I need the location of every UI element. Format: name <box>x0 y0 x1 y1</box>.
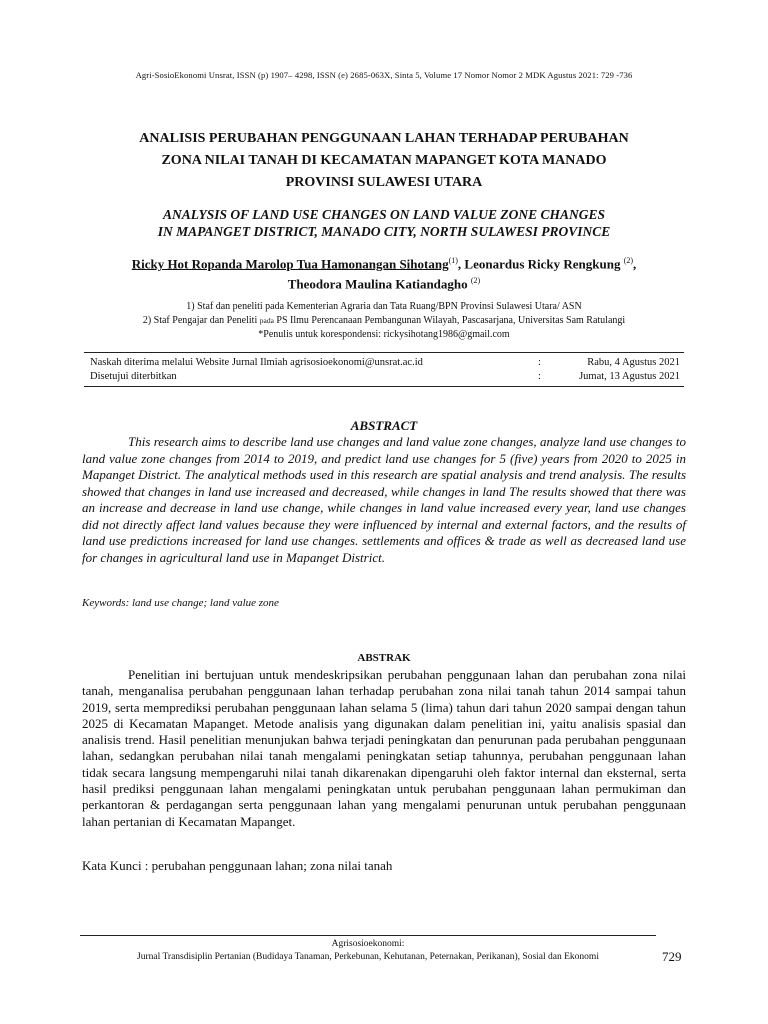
date-value: Rabu, 4 Agustus 2021 <box>587 357 680 368</box>
abstrak-body: Penelitian ini bertujuan untuk mendeskripsikan perubahan penggunaan lahan dan perubahan zona nilai tanah, menganalisa perubahan penggunaan lahan terhadap perubahan zona nilai tanah tahun 2014 sampai tahun 2019, serta memprediksi perubahan penggunaan lahan selama 5 (lima) tahun dari tahun 2020 sampai dengan tahun 2025 di Kecamatan Mapanget. Metode analisis yang digunakan dalam penelitian ini, yaitu analisis spasial dan analisis trend. Hasil penelitian menunjukan bahwa terjadi peningkatan dan penurunan pada perubahan penggunaan lahan, sedangkan perubahan nilai tanah mengalami peningkatan setiap tahunnya, perubahan penggunaan lahan tidak secara langsung mempengaruhi nilai tanah dikarenakan dipengaruhi oleh faktor internal dan eksternal, serta hasil prediksi penggunaan lahan mengalami peningkatan untuk perubahan penggunaan lahan permukiman dan perkantoran & perdagangan serta penggunaan lahan yang mengalami penurunan untuk perubahan penggunaan lahan pertanian di Kecamatan Mapanget. <box>82 667 686 829</box>
abstract-body: This research aims to describe land use changes and land value zone changes, analyze land use changes to land value zone changes from 2014 to 2019, and predict land use changes for 5 (five) years from 2020 to 2025 in Mapanget District. The analytical methods used in this research are spatial analysis and trend analysis. The results showed that changes in land use increased and decreased, while changes in land The results showed that there was an increase and decrease in land use change, while changes in land value increased every year, land use changes did not directly affect land values because they were influenced by internal and external factors, and the results of land use predictions increased for land use changes. settlements and offices & trade as well as decreased land use for changes in agricultural land use in Mapanget District. <box>82 434 686 565</box>
author-line-1 <box>80 252 688 272</box>
author-2-affil: (2) <box>623 256 634 265</box>
author-1-affil: (1) <box>448 256 458 265</box>
footer-journal-subtitle: Jurnal Transdisiplin Pertanian (Budidaya Tanaman, Perkebunan, Kehutanan, Peternakan, Perikanan), Sosial dan Ekonomi <box>137 952 599 962</box>
page-number: 729 <box>662 949 682 964</box>
date-row-received <box>84 356 684 370</box>
title-english <box>90 206 678 240</box>
title-en-line-1: ANALYSIS OF LAND USE CHANGES ON LAND VALUE ZONE CHANGES <box>163 207 605 222</box>
title-id-line-3: PROVINSI SULAWESI UTARA <box>285 175 483 190</box>
date-colon: : <box>538 357 541 368</box>
date-label: Naskah diterima melalui Website Jurnal Ilmiah agrisosioekonomi@unsrat.ac.id <box>90 357 423 368</box>
date-label: Disetujui diterbitkan <box>90 371 177 382</box>
abstract-heading: ABSTRACT <box>350 418 418 433</box>
title-indonesian <box>90 128 678 194</box>
keywords: Keywords: land use change; land value zone <box>82 597 279 609</box>
affiliation-1: 1) Staf dan peneliti pada Kementerian Agraria dan Tata Ruang/BPN Provinsi Sulawesi Utara/ ASN <box>186 301 582 312</box>
affiliation-2 <box>70 314 698 328</box>
corresponding-author: *Penulis untuk korespondensi: rickysihotang1986@gmail.com <box>258 329 510 340</box>
author-line-2 <box>80 272 688 292</box>
kata-kunci: Kata Kunci : perubahan penggunaan lahan; zona nilai tanah <box>82 858 393 873</box>
affiliation-2-small: pada <box>259 316 274 325</box>
author-list <box>80 252 688 293</box>
author-2: , Leonardus Ricky Rengkung <box>457 256 624 272</box>
author-1: Ricky Hot Ropanda Marolop Tua Hamonangan Sihotang <box>131 256 449 272</box>
date-value: Jumat, 13 Agustus 2021 <box>579 371 680 382</box>
affiliations <box>70 300 698 342</box>
title-en-line-2: IN MAPANGET DISTRICT, MANADO CITY, NORTH SULAWESI PROVINCE <box>157 224 611 239</box>
date-colon: : <box>538 371 541 382</box>
title-id-line-1: ANALISIS PERUBAHAN PENGGUNAAN LAHAN TERHADAP PERUBAHAN <box>139 131 629 146</box>
author-3: Theodora Maulina Katiandagho <box>287 276 471 292</box>
affiliation-2-part-a: 2) Staf Pengajar dan Peneliti <box>142 315 260 326</box>
abstrak-heading: ABSTRAK <box>357 652 411 664</box>
running-head: Agri-SosioEkonomi Unsrat, ISSN (p) 1907– 4298, ISSN (e) 2685-063X, Sinta 5, Volume 17 Nomor Nomor 2 MDK Agustus 2021: 729 -736 <box>135 70 633 80</box>
date-row-accepted <box>84 370 684 384</box>
author-3-affil: (2) <box>470 276 481 286</box>
footer-divider <box>80 935 656 936</box>
title-id-line-2: ZONA NILAI TANAH DI KECAMATAN MAPANGET KOTA MANADO <box>161 153 607 168</box>
submission-dates-box <box>84 352 684 387</box>
author-separator: , <box>633 256 637 272</box>
footer-journal-name: Agrisosioekonomi: <box>331 939 405 949</box>
affiliation-2-part-b: PS Ilmu Perencanaan Pembangunan Wilayah, Pascasarjana, Universitas Sam Ratulangi <box>273 315 626 326</box>
